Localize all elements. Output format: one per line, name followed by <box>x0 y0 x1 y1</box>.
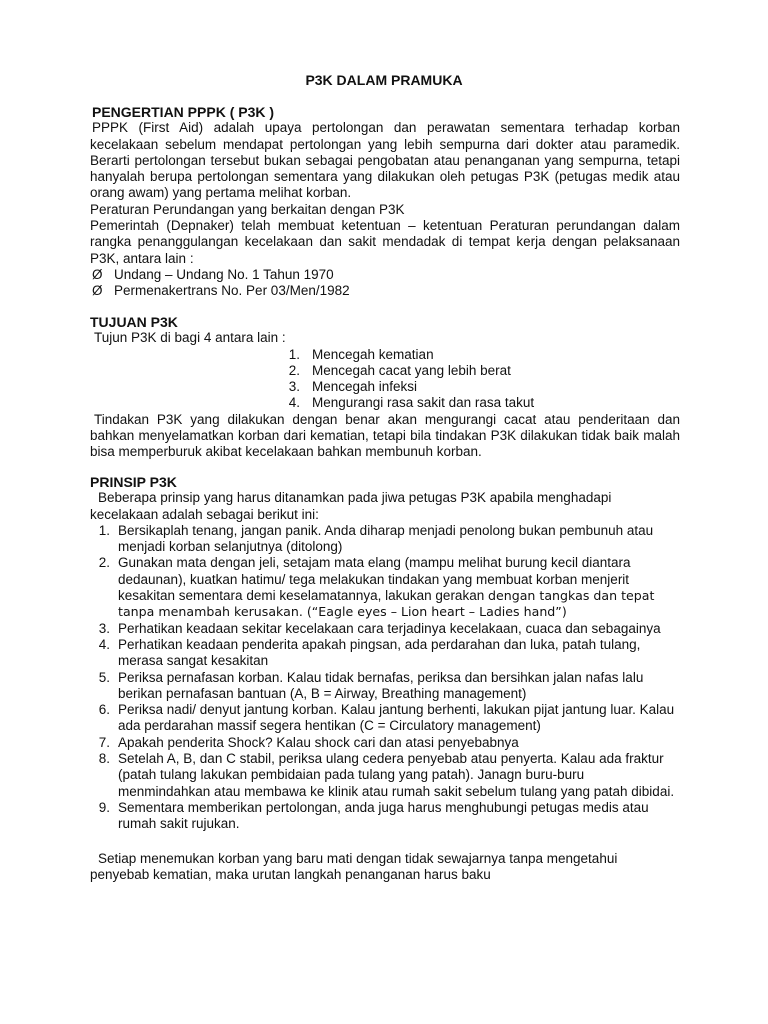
item-text-wrapper <box>118 555 680 620</box>
arrow-bullet-icon: Ø <box>92 283 103 299</box>
item-text: Mencegah cacat yang lebih berat <box>312 362 511 378</box>
list-item <box>90 555 680 620</box>
tujuan-closing: Tindakan P3K yang dilakukan dengan benar akan mengurangi cacat atau penderitaan dan bahkan menyelamatkan korban dari kematian, tetapi bila tindakan P3K dilakukan tidak baik malah bisa memperburuk akibat kecelakaan bahkan membunuh korban. <box>90 411 680 460</box>
item-text: Perhatikan keadaan penderita apakah pingsan, ada perdarahan dan luka, patah tulang, merasa sangat kesakitan <box>118 636 641 669</box>
list-item <box>90 670 680 703</box>
document-title: P3K DALAM PRAMUKA <box>305 72 463 88</box>
item-number: 6. <box>98 702 110 718</box>
bullet-text: Undang – Undang No. 1 Tahun 1970 <box>114 266 334 282</box>
item-number: 3. <box>288 379 300 395</box>
regulation-bullet <box>90 267 680 283</box>
regulation-bullet <box>90 283 680 299</box>
arrow-bullet-icon: Ø <box>92 266 103 282</box>
list-item <box>90 702 680 735</box>
tujuan-list <box>90 347 680 412</box>
list-item <box>90 523 680 556</box>
item-text: Perhatikan keadaan sekitar kecelakaan cara terjadinya kecelakaan, cuaca dan sebagainya <box>118 620 661 636</box>
prinsip-heading: PRINSIP P3K <box>90 474 177 490</box>
item-number: 1. <box>98 522 110 538</box>
list-item <box>90 800 680 833</box>
prinsip-intro: Beberapa prinsip yang harus ditanamkan pada jiwa petugas P3K apabila menghadapi kecelakaan adalah sebagai berikut ini: <box>90 490 612 522</box>
item-number: 1. <box>288 346 300 362</box>
list-item <box>276 363 680 379</box>
item-text: Bersikaplah tenang, jangan panik. Anda diharap menjadi penolong bukan pembunuh atau menjadi korban selanjutnya (ditolong) <box>118 522 654 555</box>
prinsip-closing: Setiap menemukan korban yang baru mati dengan tidak sewajarnya tanpa mengetahui penyebab kematian, maka urutan langkah penanganan harus baku <box>90 850 618 882</box>
list-item <box>276 395 680 411</box>
item-text: Sementara memberikan pertolongan, anda juga harus menghubungi petugas medis atau rumah sakit rujukan. <box>118 799 649 832</box>
item-number: 9. <box>98 799 110 815</box>
item-number: 7. <box>98 734 110 750</box>
item-text: Mengurangi rasa sakit dan rasa takut <box>312 395 535 411</box>
item-text: Setelah A, B, dan C stabil, periksa ulang cedera penyebab atau penyerta. Kalau ada fraktur (patah tulang lakukan pembidaian pada tulang yang patah). Janagn buru-buru menmindahkan atau membawa ke klinik atau rumah sakit sebelum tulang yang patah dibidai. <box>118 751 675 799</box>
item-text: Apakah penderita Shock? Kalau shock cari dan atasi penyebabnya <box>118 734 519 750</box>
list-item <box>90 751 680 800</box>
item-number: 5. <box>98 669 110 685</box>
tujuan-intro: Tujun P3K di bagi 4 antara lain : <box>94 330 286 346</box>
regulation-heading: Peraturan Perundangan yang berkaitan dengan P3K <box>90 201 405 217</box>
item-number: 4. <box>98 636 110 652</box>
item-number: 4. <box>288 395 300 411</box>
bullet-text: Permenakertrans No. Per 03/Men/1982 <box>114 283 350 299</box>
section-pengertian <box>90 104 680 300</box>
list-item <box>276 347 680 363</box>
list-item <box>90 637 680 670</box>
item-text: Gunakan mata dengan jeli, setajam mata elang (mampu melihat burung kecil diantara dedaunan), kuatkan hatimu/ tega melakukan tindakan yang membuat korban menjerit kesakitan sementara demi keselamatannya, lakukan gerakan <box>118 555 631 604</box>
item-text: Periksa pernafasan korban. Kalau tidak bernafas, periksa dan bersihkan jalan nafas lalu berikan pernafasan bantuan (A, B = Airway, Breathing management) <box>118 669 644 701</box>
section-tujuan <box>90 314 680 461</box>
pengertian-heading: PENGERTIAN PPPK ( P3K ) <box>92 104 275 120</box>
item-text-continued: dengan tangkas dan tepat tanpa menambah kerusakan. (“Eagle eyes – Lion heart – Ladies hand”) <box>118 588 655 620</box>
pengertian-paragraph: PPPK (First Aid) adalah upaya pertolongan dan perawatan sementara terhadap korban kecelakaan sebelum mendapat pertolongan yang lebih sempurna dari dokter atau paramedik. Berarti pertolongan tersebut bukan sebagai pengobatan atau penanganan yang sempurna, tetapi hanyalah berupa pertolongan sementara yang dilakukan oleh petugas P3K (petugas medik atau orang awam) yang pertama melihat korban. <box>90 120 680 201</box>
item-text: Mencegah infeksi <box>312 379 418 395</box>
list-item <box>90 735 680 751</box>
item-number: 2. <box>98 555 110 571</box>
section-prinsip <box>90 474 680 883</box>
item-number: 2. <box>288 362 300 378</box>
list-item <box>276 379 680 395</box>
tujuan-heading: TUJUAN P3K <box>90 314 178 330</box>
list-item <box>90 621 680 637</box>
item-text: Periksa nadi/ denyut jantung korban. Kalau jantung berhenti, lakukan pijat jantung luar. Kalau ada perdarahan massif segera hentikan (C = Circulatory management) <box>118 702 675 734</box>
item-number: 8. <box>98 751 110 767</box>
regulation-paragraph: Pemerintah (Depnaker) telah membuat ketentuan – ketentuan Peraturan perundangan dalam rangka penanggulangan kecelakaan dan sakit mendadak di tempat kerja dengan pelaksanaan P3K, antara lain : <box>90 218 680 266</box>
item-number: 3. <box>98 620 110 636</box>
item-text: Mencegah kematian <box>312 346 434 362</box>
prinsip-list <box>90 523 680 833</box>
